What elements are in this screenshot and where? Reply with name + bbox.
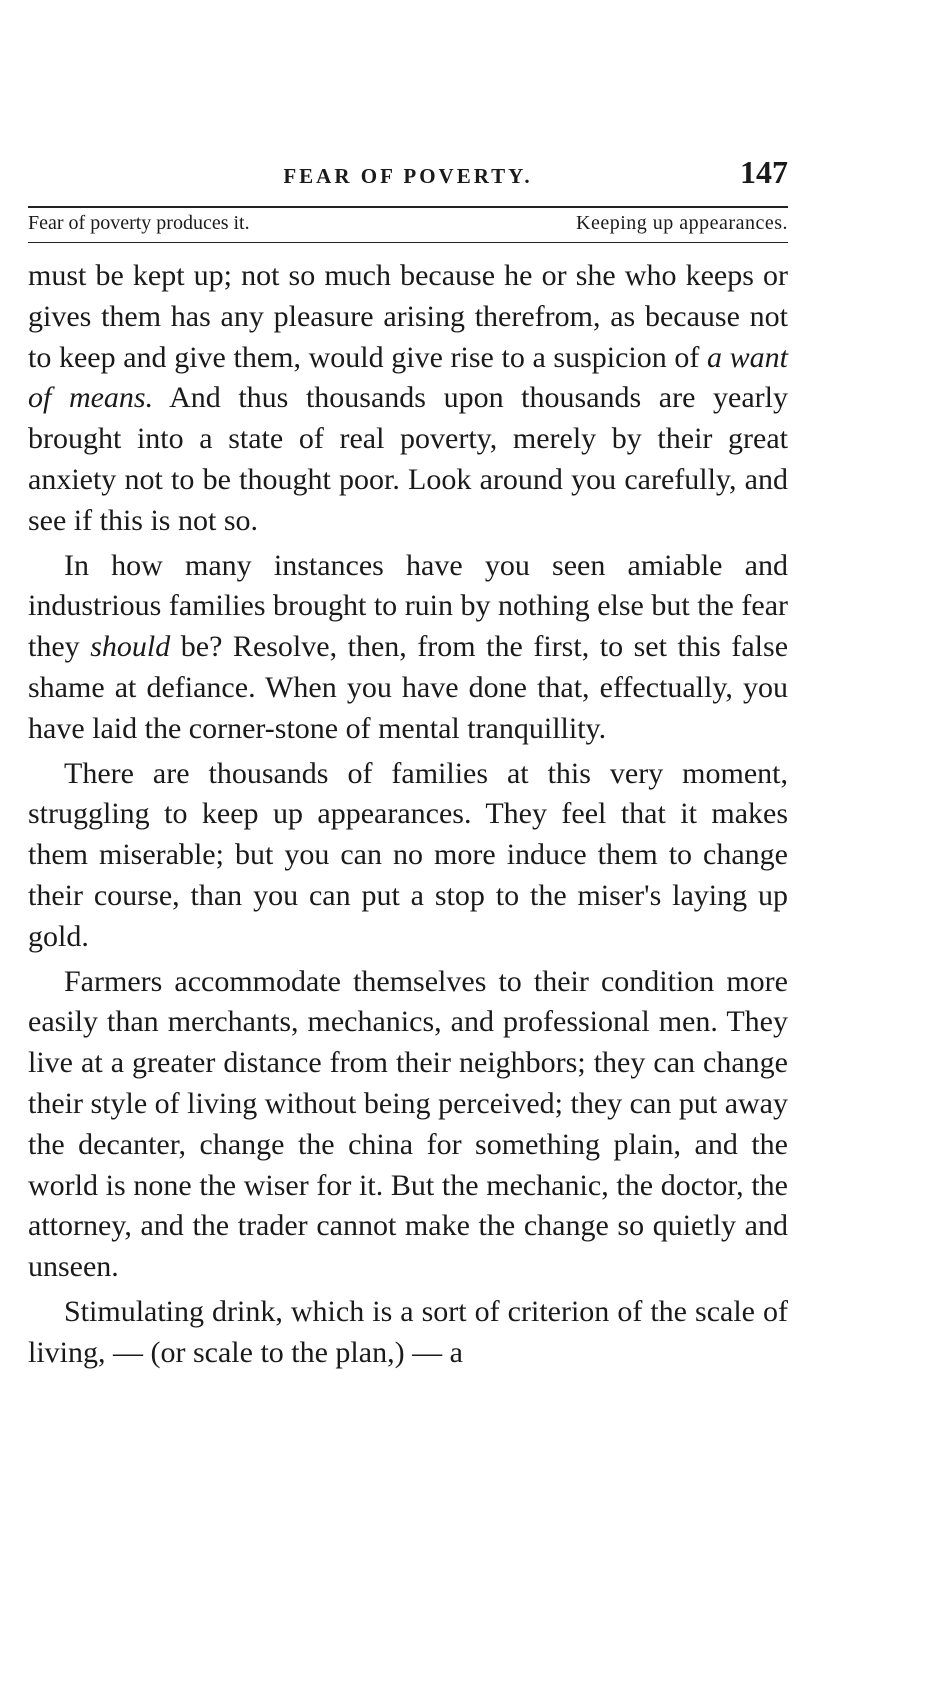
paragraph-1-italic: a want of means. — [28, 340, 788, 415]
paragraph-5: Stimulating drink, which is a sort of criterion of the scale of living, — (or scale to the plan,) — a — [28, 1294, 788, 1369]
section-subhead — [28, 212, 788, 240]
subhead-left: Fear of poverty produces it. — [28, 212, 250, 234]
body-text — [28, 256, 788, 1374]
paragraph-2 — [28, 546, 788, 750]
header-rule-top — [28, 206, 788, 208]
running-head — [28, 150, 788, 194]
paragraph-2-text-a: In how many instances have you seen amiable and industrious families brought to ruin by nothing else but the fear they — [28, 548, 788, 664]
paragraph-4: Farmers accommodate themselves to their condition more easily than merchants, mechanics, and professional men. They live at a greater distance from their neighbors; they can change their style of living without being perceived; they can put away the decanter, change the china for something plain, and the world is none the wiser for it. But the mechanic, the doctor, the attorney, and the trader cannot make the change so quietly and unseen. — [28, 964, 788, 1284]
paragraph-2-text-b: be? Resolve, then, from the first, to set this false shame at defiance. When you have done that, effectually, you have laid the corner-stone of mental tranquillity. — [28, 630, 789, 745]
subhead-right: Keeping up appearances. — [576, 212, 788, 234]
paragraph-2-italic: should — [90, 630, 171, 664]
paragraph-3: There are thousands of families at this very moment, struggling to keep up appearances. They feel that it makes them miserable; but you can no more induce them to change their course, than you can put a stop to the miser's laying up gold. — [28, 756, 788, 953]
running-title: FEAR OF POVERTY. — [283, 164, 533, 188]
page-number: 147 — [740, 154, 788, 190]
paragraph-1-text-a: must be kept up; not so much because he or she who keeps or gives them has any pleasure arising therefrom, as because not to keep and give them, would give rise to a suspicion of — [28, 259, 788, 374]
header-rule-bottom — [28, 242, 788, 243]
paragraph-1-text-b: And thus thousands upon thousands are yearly brought into a state of real poverty, merely by their great anxiety not to be thought poor. Look around you carefully, and see if this is not so. — [28, 381, 788, 537]
paragraph-1 — [28, 256, 788, 542]
